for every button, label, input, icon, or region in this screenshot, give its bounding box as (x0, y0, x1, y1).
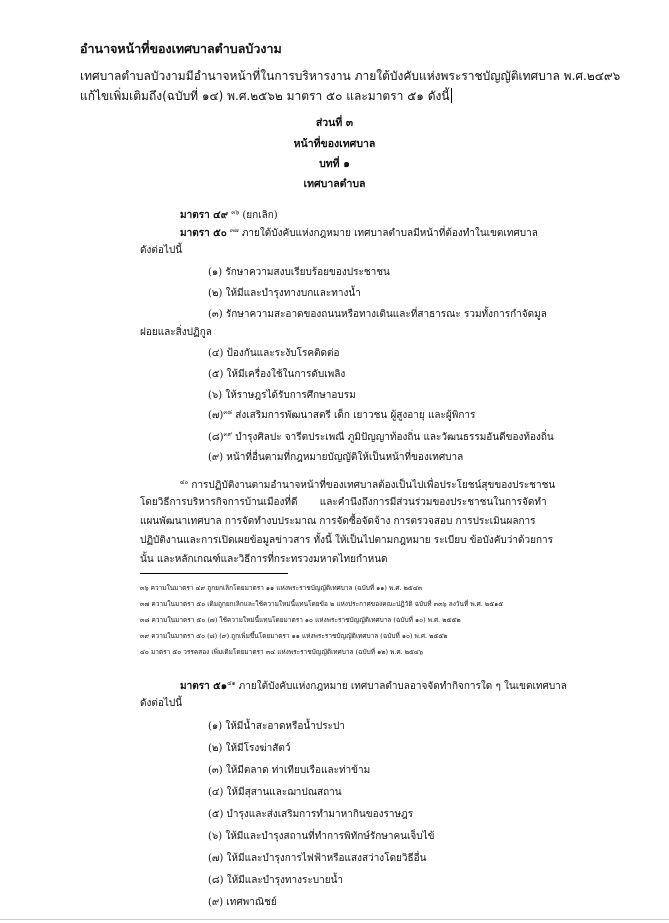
section-50-text: ภายใต้บังคับแห่งกฎหมาย เทศบาลตำบลมีหน้าที่ต้องทำในเขตเทศบาล (241, 228, 538, 239)
s50-item-7-text: ส่งเสริมการพัฒนาสตรี เด็ก เยาวชน ผู้สูงอายุ และผู้พิการ (235, 410, 476, 421)
s50-item-7 (208, 407, 475, 423)
s51-item-1: (๑) ให้มีน้ำสะอาดหรือน้ำประปา (208, 721, 345, 732)
s50-item-7-num: (๗) (208, 410, 224, 421)
section-50-label: มาตรา ๕๐ (180, 228, 227, 239)
intro-line-1: เทศบาลตำบลบัวงามมีอำนาจหน้าที่ในการบริหารงาน ภายใต้บังคับแห่งพระราชบัญญัติเทศบาล พ.ศ.๒๔๙๖ (80, 69, 621, 83)
s50-item-7-footnote-ref: ๓๘ (223, 409, 233, 416)
part-heading: ส่วนที่ ๓ (315, 117, 354, 129)
section-50-footnote-ref: ๓๗ (230, 227, 239, 234)
s50-item-6: (๖) ให้ราษฎรได้รับการศึกษาอบรม (208, 390, 356, 401)
paragraph-line-2: โดยวิธีการบริหารกิจการบ้านเมืองที่ดี และคำนึงถึงการมีส่วนร่วมของประชาชนในการจัดทำ (140, 497, 547, 508)
section-51-label: มาตรา ๕๑ (180, 681, 228, 692)
text-cursor (451, 88, 452, 103)
s51-item-4: (๔) ให้มีสุสานและฌาปณสถาน (208, 787, 342, 798)
section-49 (180, 207, 278, 223)
page-bottom-border (0, 919, 669, 920)
paragraph-line-4: ปฏิบัติงานและการเปิดเผยข้อมูลข่าวสาร ทั้งนี้ ให้เป็นไปตามกฎหมาย ระเบียบ ข้อบังคับว่าด้วยการ (140, 535, 554, 546)
intro-line-2[interactable] (80, 87, 452, 106)
footnote-39: ๓๙ ความในมาตรา ๕๐ (๘) (๙) ถูกเพิ่มขึ้นโดยมาตรา ๑๑ แห่งพระราชบัญญัติเทศบาล (ฉบับที่ ๑๐) พ.ศ. ๒๕๕๒ (140, 632, 448, 640)
paragraph-line-3: แผนพัฒนาเทศบาล การจัดทำงบประมาณ การจัดซื้อจัดจ้าง การตรวจสอบ การประเมินผลการ (140, 516, 536, 527)
footnote-40: ๔๐ มาตรา ๕๐ วรรคสอง เพิ่มเติมโดยมาตรา ๓๔ แห่งพระราชบัญญัติเทศบาล (ฉบับที่ ๑๒) พ.ศ. ๒๕๔๖ (140, 648, 423, 656)
s50-item-8-footnote-ref: ๓๙ (223, 431, 233, 438)
s50-item-5: (๕) ให้มีเครื่องใช้ในการดับเพลิง (208, 369, 346, 380)
s50-item-3: (๓) รักษาความสะอาดของถนนหรือทางเดินและที่สาธารณะ รวมทั้งการกำจัดมูล (208, 309, 547, 320)
page-title: อำนาจหน้าที่ของเทศบาลตำบลบัวงาม (80, 41, 282, 56)
paragraph-line-1 (180, 477, 555, 493)
s50-item-1: (๑) รักษาความสงบเรียบร้อยของประชาชน (208, 267, 390, 278)
section-49-label: มาตรา ๔๙ (180, 210, 229, 221)
s50-item-2: (๒) ให้มีและบำรุงทางบกและทางน้ำ (208, 288, 361, 299)
footnote-divider (140, 573, 288, 574)
s51-item-2: (๒) ให้มีโรงฆ่าสัตว์ (208, 743, 291, 754)
s51-item-5: (๕) บำรุงและส่งเสริมการทำมาหากินของราษฎร (208, 809, 414, 820)
footnote-38: ๓๘ ความในมาตรา ๕๐ (๗) ใช้ความใหม่นี้แทนโดยมาตรา ๑๐ แห่งพระราชบัญญัติเทศบาล (ฉบับที่ ๑๐) พ.ศ. ๒๕๕๒ (140, 616, 461, 624)
section-50 (180, 225, 538, 241)
section-50-continuation: ดังต่อไปนี้ (140, 245, 183, 256)
footnote-37: ๓๗ ความในมาตรา ๕๐ เดิมถูกยกเลิกและใช้ความใหม่นี้แทนโดยข้อ ๒ แห่งประกาศของคณะปฏิวัติ ฉบับที่ ๓๓๖ ลงวันที่ พ.ศ. ๒๕๑๕ (140, 600, 504, 608)
s51-item-3: (๓) ให้มีตลาด ท่าเทียบเรือและท่าข้าม (208, 765, 371, 776)
section-51 (180, 678, 567, 694)
s51-item-7: (๗) ให้มีและบำรุงการไฟฟ้าหรือแสงสว่างโดยวิธีอื่น (208, 853, 427, 864)
part-title: หน้าที่ของเทศบาล (293, 138, 376, 150)
s50-item-9: (๙) หน้าที่อื่นตามที่กฎหมายบัญญัติให้เป็นหน้าที่ของเทศบาล (208, 452, 464, 463)
s51-item-9: (๙) เทศพาณิชย์ (208, 897, 277, 908)
s50-item-3-cont: ฝอยและสิ่งปฏิกูล (140, 327, 212, 338)
s50-item-8-text: บำรุงศิลปะ จารีตประเพณี ภูมิปัญญาท้องถิ่น และวัฒนธรรมอันดีของท้องถิ่น (235, 432, 554, 443)
footnote-36: ๓๖ ความในมาตรา ๔๙ ถูกยกเลิกโดยมาตรา ๑๑ แห่งพระราชบัญญัติเทศบาล (ฉบับที่ ๑๑) พ.ศ. ๒๕๔๓ (140, 584, 423, 592)
section-51-continuation: ดังต่อไปนี้ (140, 698, 183, 709)
paragraph-footnote-ref: ๔๐ (180, 479, 189, 486)
chapter-heading: บทที่ ๑ (319, 158, 350, 170)
section-51-footnote-ref: ๔๑ (227, 680, 236, 687)
intro-line-2-text: แก้ไขเพิ่มเติมถึง(ฉบับที่ ๑๔) พ.ศ.๒๕๖๒ มาตรา ๕๐ และมาตรา ๕๑ ดังนี้ (80, 89, 450, 103)
section-51-text: ภายใต้บังคับแห่งกฎหมาย เทศบาลตำบลอาจจัดทำกิจการใด ๆ ในเขตเทศบาล (238, 681, 567, 692)
paragraph-line-1-text: การปฏิบัติงานตามอำนาจหน้าที่ของเทศบาลต้องเป็นไปเพื่อประโยชน์สุขของประชาชน (191, 480, 556, 491)
s50-item-8-num: (๘) (208, 432, 224, 443)
s50-item-8 (208, 429, 554, 445)
s50-item-4: (๔) ป้องกันและระงับโรคติดต่อ (208, 348, 340, 359)
s51-item-6: (๖) ให้มีและบำรุงสถานที่ทำการพิทักษ์รักษาคนเจ็บไข้ (208, 831, 435, 842)
paragraph-line-5: นั้น และหลักเกณฑ์และวิธีการที่กระทรวงมหาดไทยกำหนด (140, 554, 388, 565)
chapter-title: เทศบาลตำบล (303, 178, 366, 190)
section-49-text: (ยกเลิก) (242, 210, 278, 221)
section-49-footnote-ref: ๓๖ (231, 209, 240, 216)
s51-item-8: (๘) ให้มีและบำรุงทางระบายน้ำ (208, 875, 344, 886)
